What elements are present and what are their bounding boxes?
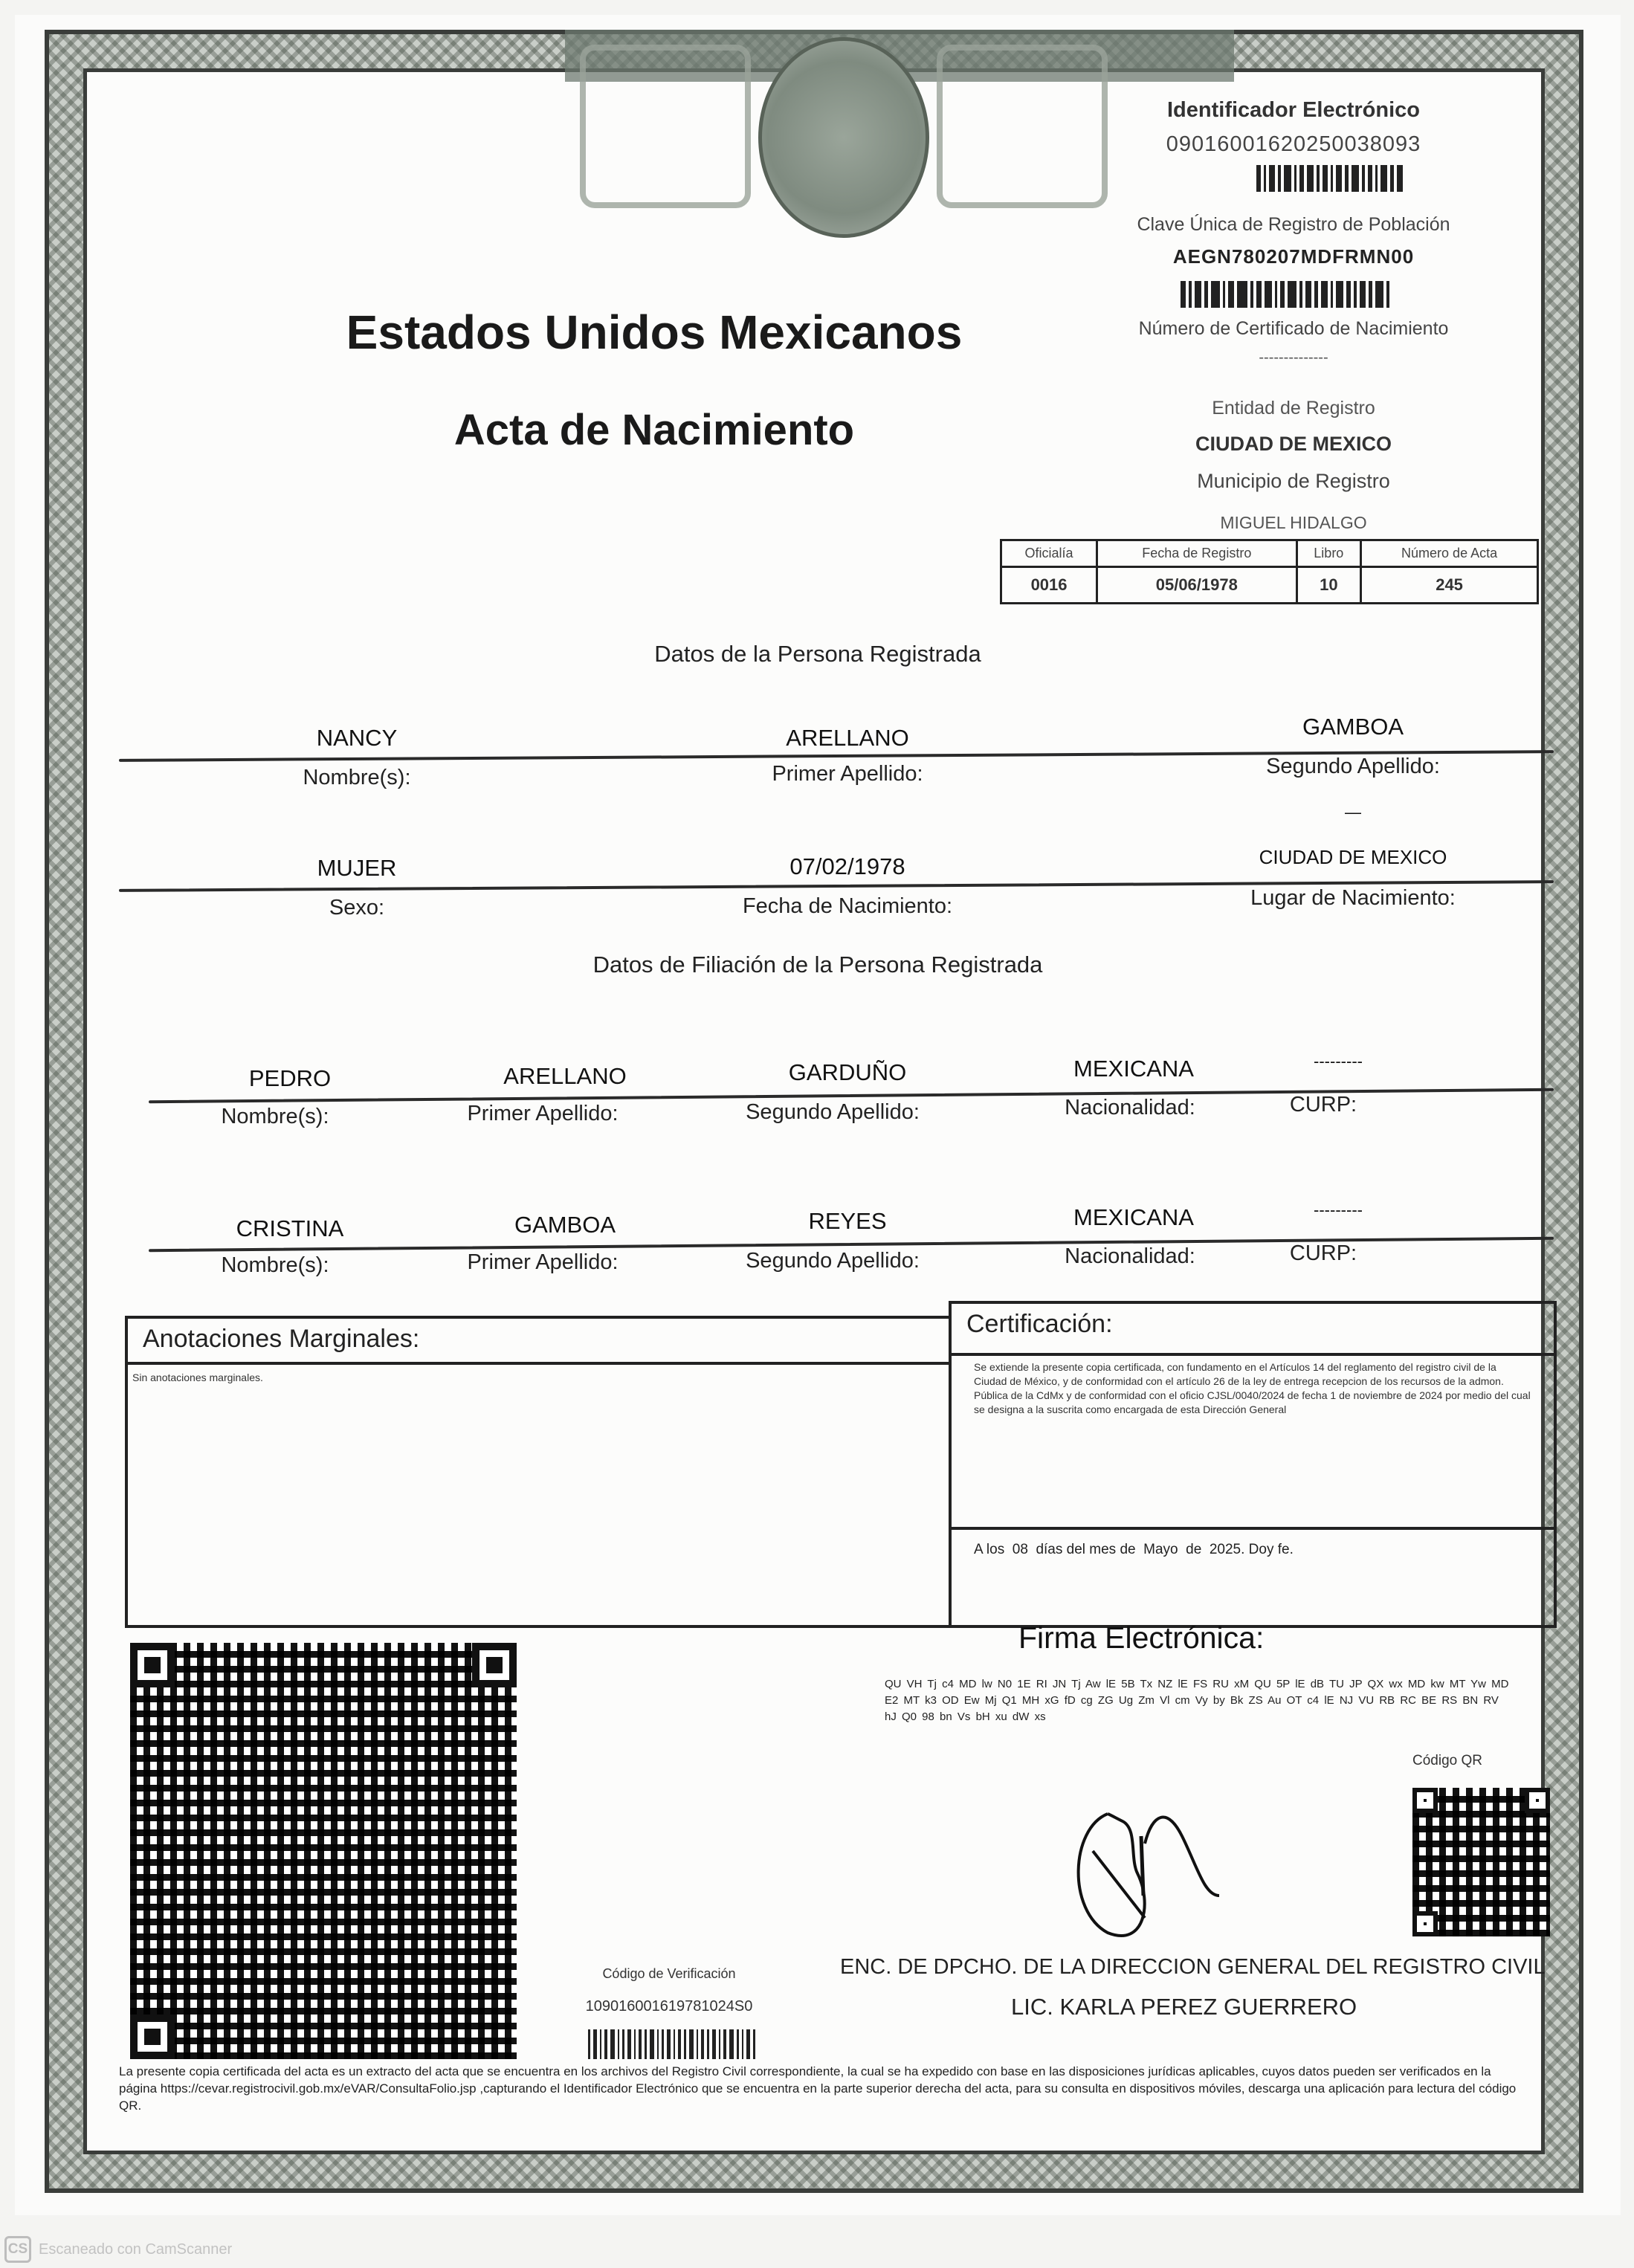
padre-curp: --------- bbox=[1314, 1052, 1363, 1070]
small-qr-finder-bottom-left bbox=[1412, 1911, 1438, 1936]
camscanner-logo-icon: CS bbox=[4, 2236, 31, 2263]
document-title: Acta de Nacimiento bbox=[453, 406, 855, 454]
padre-segundo-apellido-label: Segundo Apellido: bbox=[746, 1100, 920, 1124]
persona-primer-apellido-label: Primer Apellido: bbox=[772, 762, 923, 786]
qr-finder-bottom-left bbox=[130, 2015, 175, 2059]
camscanner-watermark bbox=[4, 2236, 232, 2263]
camscanner-text: Escaneado con CamScanner bbox=[39, 2240, 233, 2258]
registro-oficialia: 0016 bbox=[1001, 567, 1097, 604]
country-title: Estados Unidos Mexicanos bbox=[346, 306, 963, 359]
qr-finder-top-left bbox=[130, 1643, 175, 1687]
national-seal-icon bbox=[758, 37, 929, 238]
verification-qr-code bbox=[130, 1643, 517, 2059]
certificacion-title: Certificación: bbox=[966, 1310, 1113, 1338]
greca-ornament-right bbox=[937, 45, 1108, 208]
persona-section-title: Datos de la Persona Registrada bbox=[654, 641, 981, 667]
municipio-value: MIGUEL HIDALGO bbox=[1220, 513, 1367, 532]
signer-title: ENC. DE DPCHO. DE LA DIRECCION GENERAL DEL REGISTRO CIVIL bbox=[840, 1955, 1546, 1979]
verificacion-label: Código de Verificación bbox=[602, 1966, 736, 1981]
certificacion-box bbox=[949, 1301, 1557, 1628]
padre-curp-label: CURP: bbox=[1289, 1093, 1357, 1117]
madre-nombre: CRISTINA bbox=[236, 1215, 344, 1241]
curp-barcode bbox=[1123, 281, 1450, 308]
padre-nacionalidad: MEXICANA bbox=[1073, 1056, 1194, 1082]
firma-title: Firma Electrónica: bbox=[1018, 1621, 1265, 1655]
identificador-label: Identificador Electrónico bbox=[1167, 98, 1420, 122]
small-qr-finder-top-right bbox=[1525, 1788, 1550, 1813]
madre-segundo-apellido-label: Segundo Apellido: bbox=[746, 1249, 920, 1273]
registro-fecha: 05/06/1978 bbox=[1097, 567, 1296, 604]
registro-acta: 245 bbox=[1361, 567, 1538, 604]
persona-nombre-label: Nombre(s): bbox=[303, 766, 411, 789]
persona-segundo-apellido: GAMBOA bbox=[1302, 714, 1404, 740]
persona-curp-dash: — bbox=[1345, 803, 1361, 821]
entidad-value: CIUDAD DE MEXICO bbox=[1195, 433, 1392, 455]
madre-curp: --------- bbox=[1314, 1201, 1363, 1219]
anotaciones-divider bbox=[128, 1362, 949, 1365]
curp-value: AEGN780207MDFRMN00 bbox=[1172, 245, 1415, 268]
madre-primer-apellido-label: Primer Apellido: bbox=[467, 1250, 619, 1274]
persona-sexo-label: Sexo: bbox=[329, 896, 385, 920]
certificado-value: -------------- bbox=[1259, 349, 1328, 366]
anotaciones-text: Sin anotaciones marginales. bbox=[132, 1372, 263, 1383]
small-qr-finder-top-left bbox=[1412, 1788, 1438, 1813]
certificacion-divider bbox=[952, 1353, 1554, 1356]
padre-primer-apellido: ARELLANO bbox=[503, 1063, 627, 1089]
registro-header-oficialia: Oficialía bbox=[1001, 540, 1097, 567]
padre-nombre-label: Nombre(s): bbox=[221, 1105, 329, 1128]
madre-curp-label: CURP: bbox=[1289, 1241, 1357, 1265]
identificador-value: 09016001620250038093 bbox=[1166, 132, 1421, 156]
persona-lugar-nacimiento-label: Lugar de Nacimiento: bbox=[1250, 886, 1456, 910]
registro-header-libro: Libro bbox=[1296, 540, 1361, 567]
municipio-label: Municipio de Registro bbox=[1197, 470, 1390, 492]
registro-libro: 10 bbox=[1296, 567, 1361, 604]
madre-segundo-apellido: REYES bbox=[808, 1208, 887, 1234]
persona-fecha-nacimiento: 07/02/1978 bbox=[789, 853, 905, 879]
handwritten-signature-icon bbox=[1063, 1799, 1256, 1948]
signer-name: LIC. KARLA PEREZ GUERRERO bbox=[1011, 1994, 1357, 2020]
entidad-label: Entidad de Registro bbox=[1212, 398, 1375, 419]
qr-finder-top-right bbox=[472, 1643, 517, 1687]
madre-nacionalidad-label: Nacionalidad: bbox=[1065, 1244, 1195, 1268]
persona-lugar-nacimiento: CIUDAD DE MEXICO bbox=[1259, 846, 1447, 868]
anotaciones-box bbox=[125, 1316, 952, 1628]
persona-fecha-nacimiento-label: Fecha de Nacimiento: bbox=[742, 894, 953, 918]
registro-table bbox=[1000, 539, 1539, 604]
persona-segundo-apellido-label: Segundo Apellido: bbox=[1266, 755, 1440, 778]
anotaciones-title: Anotaciones Marginales: bbox=[143, 1325, 420, 1353]
madre-primer-apellido: GAMBOA bbox=[514, 1212, 616, 1238]
legal-footer: La presente copia certificada del acta es un extracto del acta que se encuentra en los archivos del Registro Civil correspondiente, la cual se ha expedido con base en las disposiciones jurídicas aplicables, cuyos datos pueden ser verificados en la página https://cevar.registrocivil.gob.mx/eVAR/ConsultaFolio.jsp ,capturando el Identificador Electrónico que se encuentra en la parte superior derecha del acta, para su consulta en dispositivos móviles, descarga una aplicación para lectura del código QR. bbox=[119, 2064, 1517, 2113]
certificado-label: Número de Certificado de Nacimiento bbox=[1138, 318, 1449, 339]
registro-header-acta: Número de Acta bbox=[1361, 540, 1538, 567]
certificacion-divider-2 bbox=[952, 1527, 1554, 1530]
curp-label: Clave Única de Registro de Población bbox=[1137, 214, 1450, 235]
padre-primer-apellido-label: Primer Apellido: bbox=[467, 1102, 619, 1125]
greca-ornament-left bbox=[580, 45, 751, 208]
madre-nombre-label: Nombre(s): bbox=[221, 1253, 329, 1277]
identificador-barcode bbox=[1219, 165, 1442, 192]
small-qr-code bbox=[1412, 1788, 1550, 1936]
registro-header-fecha: Fecha de Registro bbox=[1097, 540, 1296, 567]
padre-segundo-apellido: GARDUÑO bbox=[788, 1059, 907, 1085]
certificacion-text: Se extiende la presente copia certificada, con fundamento en el Artículos 14 del reglamento del registro civil de la Ciudad de México, y de conformidad con el artículo 26 de la ley de entrega recepcion de los recursos de la admon. Pública de la CdMx y de conformidad con el oficio CJSL/0040/2024 de fecha 1 de noviembre de 2024 por medio del cual se designa a la suscrita como encargada de esta Dirección General bbox=[974, 1361, 1531, 1415]
qr-label: Código QR bbox=[1412, 1753, 1482, 1768]
persona-sexo: MUJER bbox=[317, 855, 397, 881]
padre-nacionalidad-label: Nacionalidad: bbox=[1065, 1096, 1195, 1120]
padre-nombre: PEDRO bbox=[248, 1065, 332, 1091]
filiacion-section-title: Datos de Filiación de la Persona Registrada bbox=[592, 952, 1043, 978]
persona-nombre: NANCY bbox=[316, 725, 398, 751]
verificacion-barcode bbox=[565, 2029, 781, 2059]
firma-electronica-text: QU VH Tj c4 MD lw N0 1E RI JN Tj Aw lE 5B Tx NZ lE FS RU xM QU 5P lE dB TU JP QX wx MD kw MT Yw MD E2 MT k3 OD Ew Mj Q1 MH xG fD cg ZG Ug Zm Vl cm Vy by Bk ZS Au OT c4 lE NJ VU RB RC BE RS BN RV hJ Q0 98 bn Vs bH xu dW xs bbox=[885, 1678, 1509, 1723]
certificacion-fecha: A los 08 días del mes de Mayo de 2025. Doy fe. bbox=[974, 1542, 1294, 1557]
madre-nacionalidad: MEXICANA bbox=[1073, 1204, 1194, 1230]
persona-primer-apellido: ARELLANO bbox=[786, 725, 909, 751]
verificacion-value: 109016001619781024S0 bbox=[585, 1998, 753, 2015]
